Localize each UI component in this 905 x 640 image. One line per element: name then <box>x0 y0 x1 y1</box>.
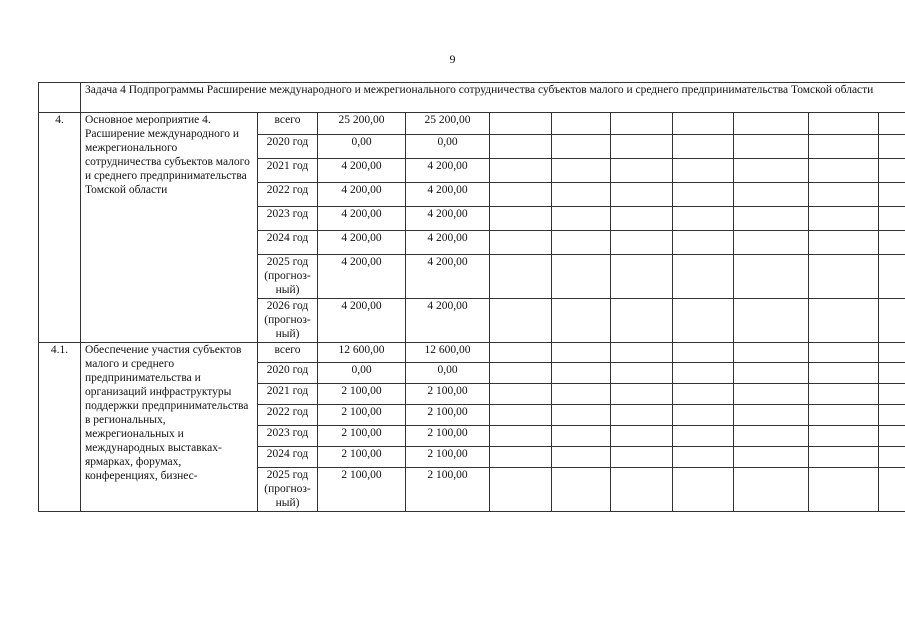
task-heading: Задача 4 Подпрограммы Расширение международного и межрегионального сотрудничества субъектов малого и среднего предпринимательства Томской области <box>81 83 905 113</box>
task-heading-row <box>39 83 905 113</box>
value-cell: 4 200,00 <box>406 231 490 255</box>
period-cell: 2022 год <box>258 183 318 207</box>
period-cell: 2026 год (прогноз-ный) <box>258 299 318 343</box>
period-cell: 2023 год <box>258 207 318 231</box>
value-cell: 4 200,00 <box>406 159 490 183</box>
period-cell: 2025 год (прогноз-ный) <box>258 255 318 299</box>
value-cell: 4 200,00 <box>406 207 490 231</box>
row-number: 4.1. <box>39 343 81 512</box>
value-cell: 4 200,00 <box>318 159 406 183</box>
measure-name: Обеспечение участия субъектов малого и среднего предпринимательства и организаций инфраструктуры поддержки предпринимательства в региональных, межрегиональных и международных выставках-ярмарках, форумах, конференциях, бизнес- <box>81 343 258 512</box>
value-cell: 25 200,00 <box>318 113 406 135</box>
value-cell: 2 100,00 <box>318 447 406 468</box>
value-cell: 2 100,00 <box>406 468 490 512</box>
value-cell: 4 200,00 <box>318 207 406 231</box>
period-cell: 2020 год <box>258 135 318 159</box>
value-cell: 2 100,00 <box>406 426 490 447</box>
value-cell: 2 100,00 <box>406 405 490 426</box>
empty-cell <box>39 83 81 113</box>
value-cell: 4 200,00 <box>318 299 406 343</box>
period-cell: 2020 год <box>258 363 318 384</box>
value-cell: 4 200,00 <box>406 183 490 207</box>
value-cell: 2 100,00 <box>406 447 490 468</box>
value-cell: 0,00 <box>318 135 406 159</box>
value-cell: 25 200,00 <box>406 113 490 135</box>
period-cell: 2024 год <box>258 447 318 468</box>
page-number: 9 <box>449 52 456 66</box>
period-cell: 2021 год <box>258 384 318 405</box>
value-cell: 4 200,00 <box>406 255 490 299</box>
value-cell: 4 200,00 <box>318 231 406 255</box>
value-cell: 4 200,00 <box>406 299 490 343</box>
period-cell: 2021 год <box>258 159 318 183</box>
table-row <box>39 113 905 135</box>
program-table <box>38 82 905 512</box>
period-cell: 2022 год <box>258 405 318 426</box>
table-row <box>39 343 905 363</box>
value-cell: 12 600,00 <box>318 343 406 363</box>
value-cell: 0,00 <box>406 135 490 159</box>
value-cell: 4 200,00 <box>318 255 406 299</box>
period-cell: 2024 год <box>258 231 318 255</box>
row-number: 4. <box>39 113 81 343</box>
value-cell: 0,00 <box>318 363 406 384</box>
value-cell: 0,00 <box>406 363 490 384</box>
value-cell: 4 200,00 <box>318 183 406 207</box>
period-cell: всего <box>258 113 318 135</box>
period-cell: 2023 год <box>258 426 318 447</box>
value-cell: 2 100,00 <box>318 405 406 426</box>
period-cell: 2025 год (прогноз-ный) <box>258 468 318 512</box>
value-cell: 2 100,00 <box>318 384 406 405</box>
value-cell: 12 600,00 <box>406 343 490 363</box>
period-cell: всего <box>258 343 318 363</box>
value-cell: 2 100,00 <box>318 468 406 512</box>
measure-name: Основное мероприятие 4. Расширение международного и межрегионального сотрудничества субъектов малого и среднего предпринимательства Томской области <box>81 113 258 343</box>
value-cell: 2 100,00 <box>318 426 406 447</box>
value-cell: 2 100,00 <box>406 384 490 405</box>
